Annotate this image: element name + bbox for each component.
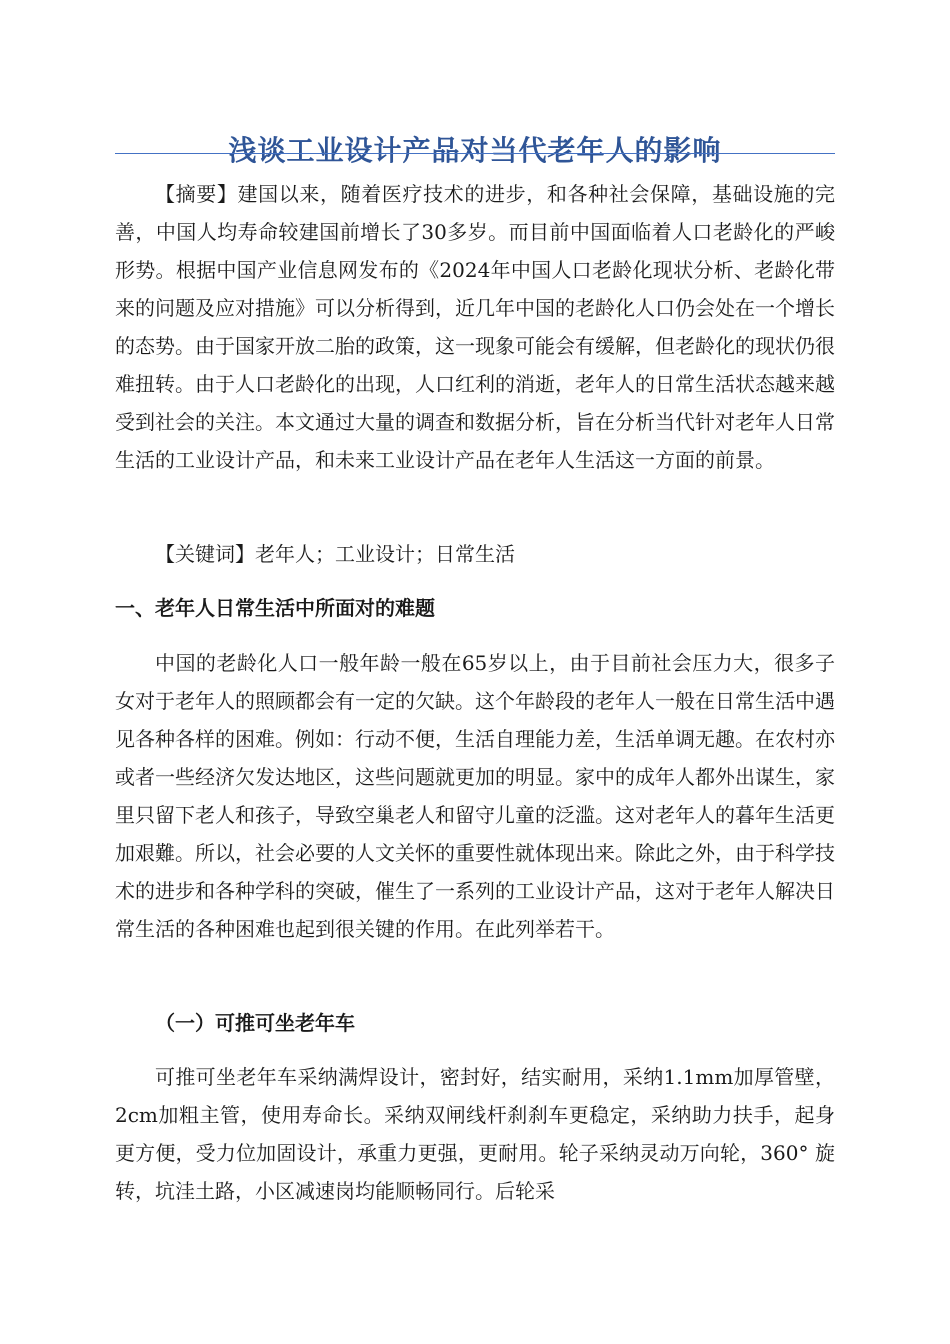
title-underline	[115, 153, 835, 154]
section-heading: 一、老年人日常生活中所面对的难题	[115, 596, 435, 620]
subsection-heading: （一）可推可坐老年车	[155, 1011, 355, 1035]
abstract-paragraph: 【摘要】建国以来，随着医疗技术的进步，和各种社会保障，基础设施的完善，中国人均寿命较建国前增长了30多岁。而目前中国面临着人口老龄化的严峻形势。根据中国产业信息网发布的《2024年中国人口老龄化现状分析、老龄化带来的问题及应对措施》可以分析得到，近几年中国的老龄化人口仍会处在一个增长的态势。由于国家开放二胎的政策，这一现象可能会有缓解，但老龄化的现状仍很难扭转。由于人口老龄化的出现，人口红利的消逝，老年人的日常生活状态越来越受到社会的关注。本文通过大量的调查和数据分析，旨在分析当代针对老年人日常生活的工业设计产品，和未来工业设计产品在老年人生活这一方面的前景。	[115, 182, 835, 472]
keywords-paragraph: 【关键词】老年人；工业设计；日常生活	[155, 542, 515, 566]
subsection-body-paragraph: 可推可坐老年车采纳满焊设计，密封好，结实耐用，采纳1.1mm加厚管壁，2cm加粗主管，使用寿命长。采纳双闸线杆刹刹车更稳定，采纳助力扶手，起身更方便，受力位加固设计，承重力更强，更耐用。轮子采纳灵动万向轮，360° 旋转，坑洼土路，小区减速岗均能顺畅同行。后轮采	[115, 1065, 835, 1203]
section-body-paragraph: 中国的老龄化人口一般年龄一般在65岁以上，由于目前社会压力大，很多子女对于老年人的照顾都会有一定的欠缺。这个年龄段的老年人一般在日常生活中遇见各种各样的困难。例如：行动不便，生活自理能力差，生活单调无趣。在农村亦或者一些经济欠发达地区，这些问题就更加的明显。家中的成年人都外出谋生，家里只留下老人和孩子，导致空巢老人和留守儿童的泛滥。这对老年人的暮年生活更加艰難。所以，社会必要的人文关怀的重要性就体现出来。除此之外，由于科学技术的进步和各种学科的突破，催生了一系列的工业设计产品，这对于老年人解决日常生活的各种困难也起到很关键的作用。在此列举若干。	[115, 651, 835, 941]
document-title: 浅谈工业设计产品对当代老年人的影响	[228, 133, 722, 167]
